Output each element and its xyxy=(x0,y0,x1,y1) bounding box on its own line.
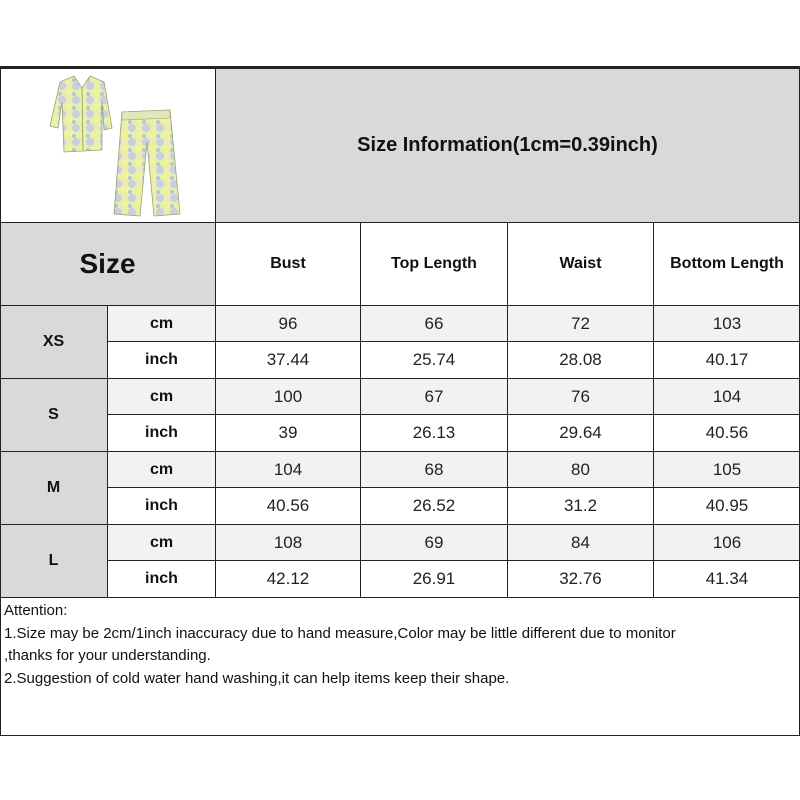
note-line-1: 1.Size may be 2cm/1inch inaccuracy due to hand measure,Color may be little different due to monitor xyxy=(4,624,676,642)
table-cell-inch: 28.08 xyxy=(508,342,653,378)
title-cell xyxy=(215,68,800,222)
note-line-3: 2.Suggestion of cold water hand washing,it can help items keep their shape. xyxy=(4,669,510,687)
table-cell-cm: 80 xyxy=(508,452,653,487)
table-cell-cm: 100 xyxy=(216,379,360,414)
table-cell-inch: 42.12 xyxy=(216,561,360,597)
table-cell-cm: 106 xyxy=(654,525,800,560)
table-cell-inch: 41.34 xyxy=(654,561,800,597)
size-label-cell: L xyxy=(0,525,107,597)
column-header-waist: Waist xyxy=(508,223,653,305)
table-cell-inch: 40.56 xyxy=(654,415,800,451)
unit-label-cm: cm xyxy=(108,306,215,341)
size-label-cell: S xyxy=(0,379,107,451)
table-cell-cm: 67 xyxy=(361,379,507,414)
table-cell-inch: 26.52 xyxy=(361,488,507,524)
table-cell-cm: 108 xyxy=(216,525,360,560)
table-cell-inch: 29.64 xyxy=(508,415,653,451)
table-cell-inch: 25.74 xyxy=(361,342,507,378)
table-cell-cm: 104 xyxy=(654,379,800,414)
table-cell-cm: 105 xyxy=(654,452,800,487)
table-cell-inch: 40.56 xyxy=(216,488,360,524)
table-cell-inch: 40.95 xyxy=(654,488,800,524)
unit-label-inch: inch xyxy=(108,342,215,378)
size-header: Size xyxy=(79,248,136,279)
table-cell-cm: 68 xyxy=(361,452,507,487)
column-header-top-length: Top Length xyxy=(361,223,507,305)
attention-heading: Attention: xyxy=(4,602,68,619)
unit-label-cm: cm xyxy=(108,525,215,560)
size-label-cell: M xyxy=(0,452,107,524)
table-cell-inch: 39 xyxy=(216,415,360,451)
size-header-cell xyxy=(0,223,215,305)
table-cell-inch: 26.91 xyxy=(361,561,507,597)
table-cell-cm: 84 xyxy=(508,525,653,560)
unit-label-cm: cm xyxy=(108,452,215,487)
table-cell-cm: 104 xyxy=(216,452,360,487)
table-cell-cm: 72 xyxy=(508,306,653,341)
table-cell-inch: 31.2 xyxy=(508,488,653,524)
chart-title: Size Information(1cm=0.39inch) xyxy=(357,133,658,156)
product-image xyxy=(30,68,187,220)
table-cell-cm: 96 xyxy=(216,306,360,341)
unit-label-cm: cm xyxy=(108,379,215,414)
table-cell-cm: 69 xyxy=(361,525,507,560)
column-header-bottom-length: Bottom Length xyxy=(654,223,800,305)
table-cell-inch: 40.17 xyxy=(654,342,800,378)
table-cell-cm: 103 xyxy=(654,306,800,341)
table-cell-inch: 37.44 xyxy=(216,342,360,378)
attention-notes xyxy=(4,600,796,690)
table-cell-cm: 76 xyxy=(508,379,653,414)
note-line-2: ,thanks for your understanding. xyxy=(4,647,211,664)
unit-label-inch: inch xyxy=(108,415,215,451)
column-header-bust: Bust xyxy=(216,223,360,305)
pajama-set-illustration-icon xyxy=(30,68,187,220)
table-cell-inch: 26.13 xyxy=(361,415,507,451)
size-label-cell: XS xyxy=(0,306,107,378)
unit-label-inch: inch xyxy=(108,488,215,524)
table-cell-cm: 66 xyxy=(361,306,507,341)
table-cell-inch: 32.76 xyxy=(508,561,653,597)
unit-label-inch: inch xyxy=(108,561,215,597)
